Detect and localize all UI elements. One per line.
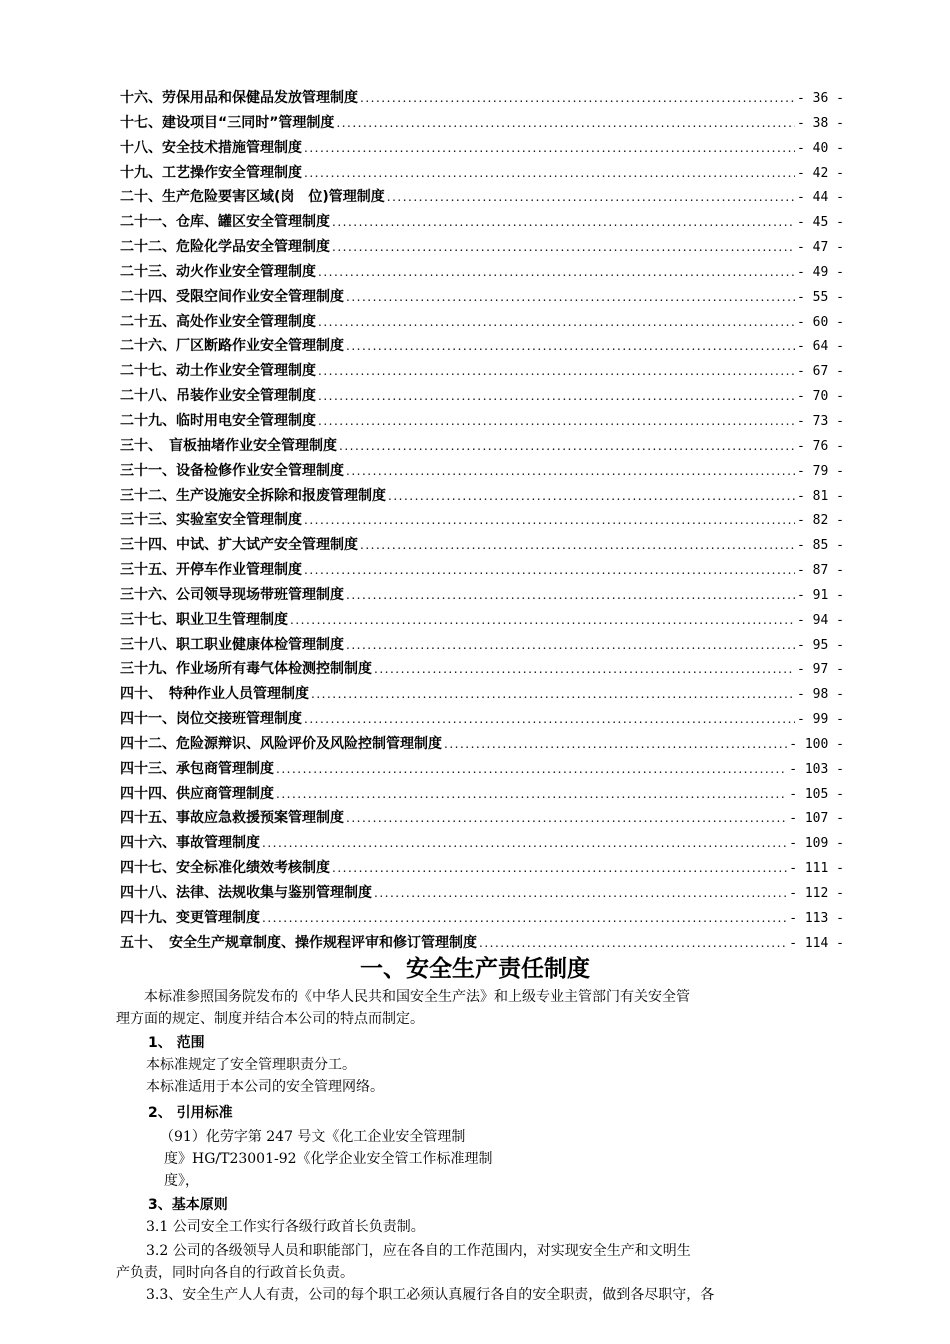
toc-entry-title: 二十五、高处作业安全管理制度 (120, 313, 316, 330)
toc-entry[interactable] (120, 633, 844, 658)
toc-entry-title: 三十、 盲板抽堵作业安全管理制度 (120, 437, 337, 454)
toc-entry-title: 四十、 特种作业人员管理制度 (120, 686, 309, 703)
toc-entry-page: - 94 - (797, 612, 844, 628)
toc-entry-page: - 64 - (797, 339, 844, 355)
toc-leader-dots (304, 161, 795, 186)
toc-entry[interactable] (120, 608, 844, 633)
toc-entry[interactable] (120, 260, 844, 285)
toc-entry-page: - 47 - (797, 240, 844, 256)
toc-entry[interactable] (120, 310, 844, 335)
toc-leader-dots (304, 136, 795, 161)
scope-line-2: 本标准适用于本公司的安全管理网络。 (146, 1079, 384, 1095)
table-of-contents (120, 86, 844, 956)
toc-entry-page: - 73 - (797, 413, 844, 429)
toc-entry-title: 三十四、中试、扩大试产安全管理制度 (120, 537, 358, 554)
toc-entry-title: 二十三、动火作业安全管理制度 (120, 263, 316, 280)
scope-line-1: 本标准规定了安全管理职责分工。 (146, 1057, 356, 1073)
toc-entry-page: - 103 - (789, 761, 844, 777)
toc-entry-title: 二十、生产危险要害区域(岗 位)管理制度 (120, 189, 385, 206)
toc-entry-title: 四十七、安全标准化绩效考核制度 (120, 860, 330, 877)
toc-entry[interactable] (120, 508, 844, 533)
toc-leader-dots (346, 583, 795, 608)
toc-entry[interactable] (120, 434, 844, 459)
toc-leader-dots (346, 334, 795, 359)
toc-entry-page: - 109 - (789, 836, 844, 852)
toc-entry[interactable] (120, 757, 844, 782)
toc-leader-dots (318, 409, 795, 434)
toc-entry-page: - 91 - (797, 587, 844, 603)
toc-entry-title: 二十七、动土作业安全管理制度 (120, 363, 316, 380)
toc-entry[interactable] (120, 86, 844, 111)
intro-line-2: 理方面的规定、制度并结合本公司的特点而制定。 (116, 1011, 424, 1027)
toc-entry-page: - 42 - (797, 165, 844, 181)
toc-entry[interactable] (120, 732, 844, 757)
toc-entry-title: 三十三、实验室安全管理制度 (120, 512, 302, 529)
toc-entry-title: 三十七、职业卫生管理制度 (120, 611, 288, 628)
toc-entry-page: - 36 - (797, 91, 844, 106)
toc-leader-dots (387, 185, 795, 210)
toc-leader-dots (318, 359, 795, 384)
toc-leader-dots (276, 757, 787, 782)
toc-entry[interactable] (120, 210, 844, 235)
toc-entry[interactable] (120, 459, 844, 484)
toc-entry-title: 二十一、仓库、罐区安全管理制度 (120, 214, 330, 231)
toc-entry[interactable] (120, 161, 844, 186)
toc-entry-title: 三十九、作业场所有毒气体检测控制制度 (120, 661, 372, 678)
toc-entry[interactable] (120, 334, 844, 359)
toc-entry-page: - 105 - (789, 786, 844, 802)
toc-leader-dots (339, 434, 795, 459)
references-line-1: （91）化劳字第 247 号文《化工企业安全管理制 (160, 1129, 466, 1145)
toc-entry[interactable] (120, 359, 844, 384)
toc-entry-title: 二十八、吊装作业安全管理制度 (120, 388, 316, 405)
toc-entry[interactable] (120, 707, 844, 732)
toc-leader-dots (304, 558, 795, 583)
toc-entry-page: - 97 - (797, 662, 844, 678)
toc-entry-title: 十七、建设项目“三同时”管理制度 (120, 114, 335, 131)
toc-leader-dots (318, 310, 795, 335)
toc-leader-dots (304, 707, 795, 732)
toc-entry-page: - 60 - (797, 314, 844, 330)
toc-entry[interactable] (120, 657, 844, 682)
toc-entry[interactable] (120, 856, 844, 881)
subsection-principles-title: 3、基本原则 (148, 1197, 228, 1213)
toc-entry-page: - 99 - (797, 712, 844, 728)
section-heading: 一、安全生产责任制度 (360, 956, 590, 982)
toc-entry-page: - 82 - (797, 513, 844, 529)
toc-leader-dots (360, 86, 795, 111)
toc-entry-page: - 55 - (797, 289, 844, 305)
principle-3-2-line-2: 产负责，同时向各自的行政首长负责。 (116, 1265, 354, 1281)
toc-entry[interactable] (120, 235, 844, 260)
toc-leader-dots (374, 881, 787, 906)
toc-leader-dots (311, 682, 795, 707)
toc-entry-title: 四十三、承包商管理制度 (120, 760, 274, 777)
toc-entry[interactable] (120, 533, 844, 558)
toc-entry-page: - 87 - (797, 563, 844, 579)
toc-entry-title: 五十、 安全生产规章制度、操作规程评审和修订管理制度 (120, 934, 477, 951)
toc-entry-page: - 107 - (789, 811, 844, 827)
toc-leader-dots (332, 856, 787, 881)
toc-entry-title: 二十九、临时用电安全管理制度 (120, 412, 316, 429)
toc-entry-page: - 113 - (789, 910, 844, 926)
toc-entry[interactable] (120, 484, 844, 509)
toc-leader-dots (262, 906, 787, 931)
toc-leader-dots (444, 732, 787, 757)
toc-entry-title: 十八、安全技术措施管理制度 (120, 139, 302, 156)
toc-entry-page: - 111 - (789, 861, 844, 877)
toc-entry[interactable] (120, 285, 844, 310)
toc-entry-page: - 67 - (797, 364, 844, 380)
toc-entry[interactable] (120, 831, 844, 856)
toc-entry-title: 三十六、公司领导现场带班管理制度 (120, 586, 344, 603)
toc-entry-title: 二十四、受限空间作业安全管理制度 (120, 288, 344, 305)
toc-leader-dots (332, 210, 795, 235)
toc-entry-title: 十九、工艺操作安全管理制度 (120, 164, 302, 181)
subsection-references-title: 2、 引用标准 (148, 1105, 233, 1121)
toc-entry-page: - 49 - (797, 264, 844, 280)
toc-leader-dots (374, 657, 795, 682)
toc-entry-title: 四十二、危险源辩识、风险评价及风险控制管理制度 (120, 735, 442, 752)
toc-entry-page: - 44 - (797, 190, 844, 206)
toc-leader-dots (318, 384, 795, 409)
toc-entry[interactable] (120, 558, 844, 583)
toc-leader-dots (388, 484, 795, 509)
references-line-3: 度》， (164, 1173, 199, 1189)
toc-entry-title: 三十五、开停车作业管理制度 (120, 562, 302, 579)
toc-entry-page: - 70 - (797, 389, 844, 405)
subsection-scope-title: 1、 范围 (148, 1035, 205, 1051)
toc-entry-title: 十六、劳保用品和保健品发放管理制度 (120, 90, 358, 106)
toc-entry[interactable] (120, 111, 844, 136)
toc-leader-dots (346, 459, 795, 484)
toc-leader-dots (332, 235, 795, 260)
toc-entry-page: - 95 - (797, 637, 844, 653)
toc-leader-dots (304, 508, 795, 533)
toc-entry[interactable] (120, 185, 844, 210)
principle-3-1: 3.1 公司安全工作实行各级行政首长负责制。 (146, 1219, 425, 1235)
principle-3-2-line-1: 3.2 公司的各级领导人员和职能部门，应在各自的工作范围内，对实现安全生产和文明生 (146, 1243, 691, 1259)
toc-entry-title: 三十二、生产设施安全拆除和报废管理制度 (120, 487, 386, 504)
toc-entry-page: - 98 - (797, 687, 844, 703)
toc-leader-dots (318, 260, 795, 285)
toc-entry[interactable] (120, 782, 844, 807)
toc-entry-title: 四十九、变更管理制度 (120, 909, 260, 926)
toc-leader-dots (360, 533, 795, 558)
toc-leader-dots (290, 608, 795, 633)
toc-entry-page: - 40 - (797, 140, 844, 156)
toc-entry[interactable] (120, 906, 844, 931)
toc-entry[interactable] (120, 583, 844, 608)
toc-entry-title: 三十一、设备检修作业安全管理制度 (120, 462, 344, 479)
toc-leader-dots (276, 782, 787, 807)
toc-entry[interactable] (120, 136, 844, 161)
toc-entry-title: 三十八、职工职业健康体检管理制度 (120, 636, 344, 653)
principle-3-3-line-1: 3.3、安全生产人人有责，公司的每个职工必须认真履行各自的安全职责，做到各尽职守，各 (146, 1287, 715, 1303)
toc-leader-dots (336, 111, 795, 136)
toc-entry-page: - 38 - (797, 115, 844, 131)
toc-leader-dots (346, 633, 795, 658)
toc-entry[interactable] (120, 409, 844, 434)
toc-leader-dots (346, 285, 795, 310)
toc-entry-page: - 79 - (797, 463, 844, 479)
toc-entry-page: - 112 - (789, 886, 844, 901)
toc-leader-dots (346, 806, 787, 831)
toc-entry-title: 二十六、厂区断路作业安全管理制度 (120, 338, 344, 355)
toc-entry-title: 四十四、供应商管理制度 (120, 785, 274, 802)
toc-entry-title: 四十五、事故应急救援预案管理制度 (120, 810, 344, 827)
toc-entry-page: - 76 - (797, 438, 844, 454)
toc-leader-dots (262, 831, 787, 856)
intro-line-1: 本标准参照国务院发布的《中华人民共和国安全生产法》和上级专业主管部门有关安全管 (116, 989, 690, 1005)
toc-entry-title: 四十八、法律、法规收集与鉴别管理制度 (120, 885, 372, 901)
toc-entry[interactable] (120, 881, 844, 906)
toc-entry-page: - 114 - (789, 935, 844, 951)
toc-entry[interactable] (120, 384, 844, 409)
toc-entry-title: 四十一、岗位交接班管理制度 (120, 711, 302, 728)
toc-entry[interactable] (120, 682, 844, 707)
toc-entry-page: - 81 - (797, 488, 844, 504)
toc-entry-page: - 45 - (797, 215, 844, 231)
toc-entry[interactable] (120, 806, 844, 831)
toc-entry-page: - 100 - (789, 736, 844, 752)
toc-entry-title: 二十二、危险化学品安全管理制度 (120, 239, 330, 256)
toc-entry-page: - 85 - (797, 538, 844, 554)
references-line-2: 度》HG/T23001-92《化学企业安全管工作标准理制 (164, 1151, 493, 1167)
toc-entry-title: 四十六、事故管理制度 (120, 835, 260, 852)
